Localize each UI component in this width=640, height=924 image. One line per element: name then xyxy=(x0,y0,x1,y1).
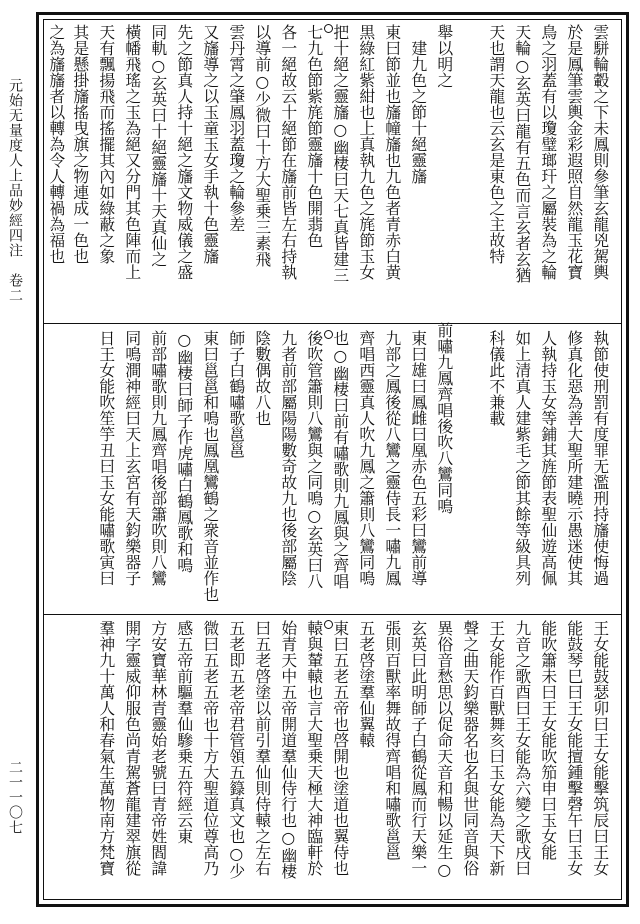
heading-column: 五老啓塗羣仙翼轅 xyxy=(356,620,376,748)
text-column: 同軌○玄英曰十絕靈旛十天真仙之 xyxy=(148,24,168,268)
text-column: 東曰節並也旛幢旛也九色者青赤白黄 xyxy=(382,24,402,280)
text-column: 微曰五老五帝也十方大聖道位尊高乃 xyxy=(200,620,220,876)
text-column: 始青天中五帝開道羣仙侍行也○幽棲 xyxy=(278,620,298,880)
text-column: 九者前部屬陽陽數奇故九也後部屬陰 xyxy=(278,330,298,586)
text-column: 把十絕之靈旛○幽棲曰天七真皆建三 xyxy=(330,24,350,284)
text-column: 後吹管簫則八鸞與之同鳴○玄英曰八 xyxy=(304,330,324,590)
text-column: 聲之曲天鈞樂器名也名與世同音與俗 xyxy=(460,620,480,876)
text-column: 七九色節紫旄節靈旛十色開翡色 xyxy=(304,24,324,248)
text-column: 雲駢輪轂之下未鳳則參筆玄龍兇駕輿 xyxy=(590,24,610,280)
text-column: 鳥之羽蓋有以瓊璧瑯玕之屬裝為之輪 xyxy=(538,24,558,280)
text-column: 方安寶華林青靈始老號曰青帝姓閻諱 xyxy=(148,620,168,876)
text-column: 開字靈威仰服色尚青駕蒼龍建翠旗從 xyxy=(122,620,142,876)
text-column: 先之節真人持十絕之旛文物威儀之盛 xyxy=(174,24,194,280)
text-column: 前部嘯歌則九鳳齊唱後部簫吹則八鸞 xyxy=(148,330,168,586)
heading-column: 師子白鶴嘯歌邕邕 xyxy=(226,330,246,458)
heading-column: 建九色之節十絕靈旛 xyxy=(408,40,428,184)
text-column: 東曰雄曰鳳雌曰凰赤色五彩曰鸞前導 xyxy=(408,330,428,586)
text-column: 東曰五老五帝也啓開也塗道也翼侍也 xyxy=(330,620,350,876)
text-column: 齊唱西靈真人吹九鳳之簫則八鸞同鳴 xyxy=(356,330,376,586)
section-divider-1 xyxy=(43,323,622,324)
text-column: 以導前○少微曰十方大聖乗三素飛 xyxy=(252,24,272,268)
text-column: 又旛導之以玉童玉女手執十色靈旛 xyxy=(200,24,220,264)
text-column: 天也謂天龍也云玄是東色之主故特 xyxy=(486,24,506,264)
text-column: 張則百獸率舞故得齊唱和嘯歌邕邕 xyxy=(382,620,402,860)
text-column: 曰五老啓塗以前引羣仙則侍轅之左右 xyxy=(252,620,272,876)
text-column: 其是懸掛旛搖曳旗之物連成一色也 xyxy=(70,24,90,264)
text-column: 黒綠紅紫紺也上真執九色之旄節玉女 xyxy=(356,24,376,280)
text-column: ○幽棲曰師子作虎嘯白鶴鳳歌和鳴 xyxy=(174,330,194,574)
text-column: 陰數偶故八也 xyxy=(252,330,272,426)
page-number: 二一一〇七 xyxy=(7,760,23,835)
text-column: 之為旛旛者以轉為令人轉禍為福也 xyxy=(46,24,66,264)
text-column: 科儀此不兼載 xyxy=(486,330,506,426)
text-column: 人執持玉女等鋪其旌節表聖仙遊高佩 xyxy=(538,330,558,586)
text-column: 修真化惡為善大聖所建曉示愚迷使其 xyxy=(564,330,584,586)
text-column: 如上清真人建紫毛之節其餘等級具列 xyxy=(512,330,532,586)
text-column: 天有飄揚飛而搖擺其內如綠蔽之象 xyxy=(96,24,116,264)
text-column: 各一絕故云十絕節在旛前皆左右持執 xyxy=(278,24,298,280)
text-column: 於是鳳筆雲輿金彩遐照自然龍玉花寶 xyxy=(564,24,584,280)
text-column: 玄英曰此明師子白鶴從鳳而行天樂一 xyxy=(408,620,428,876)
text-column: 雲丹霄之肇鳳羽蓋瓊之輪參差 xyxy=(226,24,246,232)
text-column: 橫幡飛瑤之玉為絕又分門其色陣而上 xyxy=(122,24,142,280)
text-column: 能鼓琴巳曰王女能擅鍾擊磬午曰玉女 xyxy=(564,620,584,876)
text-column: 王女能鼓瑟卯曰王女能擊筑辰曰王女 xyxy=(590,620,610,876)
text-column: 能吹簫未曰王女能吹笳申曰玉女能 xyxy=(538,620,558,860)
text-column: 王女能作百獸舞亥曰玉女能為天下新 xyxy=(486,620,506,876)
text-column: 羣神九十萬人和春氣生萬物南方梵寶 xyxy=(96,620,116,876)
text-column: 五老即五老帝君管領五籙真文也○少 xyxy=(226,620,246,880)
text-column: 舉以明之 xyxy=(434,24,454,88)
text-column: 日王女能吹笙竽丑曰玉女能嘯歌寅曰 xyxy=(96,330,116,586)
text-column: 九音之歌酉曰王女能為六變之歌戌曰 xyxy=(512,620,532,876)
heading-column: 前嘯九鳳齊唱後吹八鸞同鳴 xyxy=(434,322,454,514)
book-title-margin: 元始无量度人上品妙經四注 卷二 xyxy=(7,78,23,303)
text-column: 轅與輦轅也言大聖乗天極大神臨軒於 xyxy=(304,620,324,876)
text-column: 東曰邕邕和鳴也鳳凰鸞鶴之衆音並作也 xyxy=(200,330,220,602)
text-column: 感五帝前驅羣仙驂乗五符經云東 xyxy=(174,620,194,844)
text-column: 同鳴澗神經曰天上玄宮有天鈞樂器子 xyxy=(122,330,142,586)
text-column: 九部之鳳後從八鸞之靈侍長一嘯九鳳 xyxy=(382,330,402,586)
section-divider-2 xyxy=(43,614,622,615)
text-column: 也○幽棲曰前有嘯歌則九鳳與之齊唱 xyxy=(330,330,350,590)
text-column: 天輪○玄英曰龍有五色而言玄者玄猶 xyxy=(512,24,532,284)
text-column: 異俗音愁思以促命天音和暢以延生○ xyxy=(434,620,454,880)
text-column: 執節使刑罰有度罪无濫刑持旛使悔過 xyxy=(590,330,610,586)
